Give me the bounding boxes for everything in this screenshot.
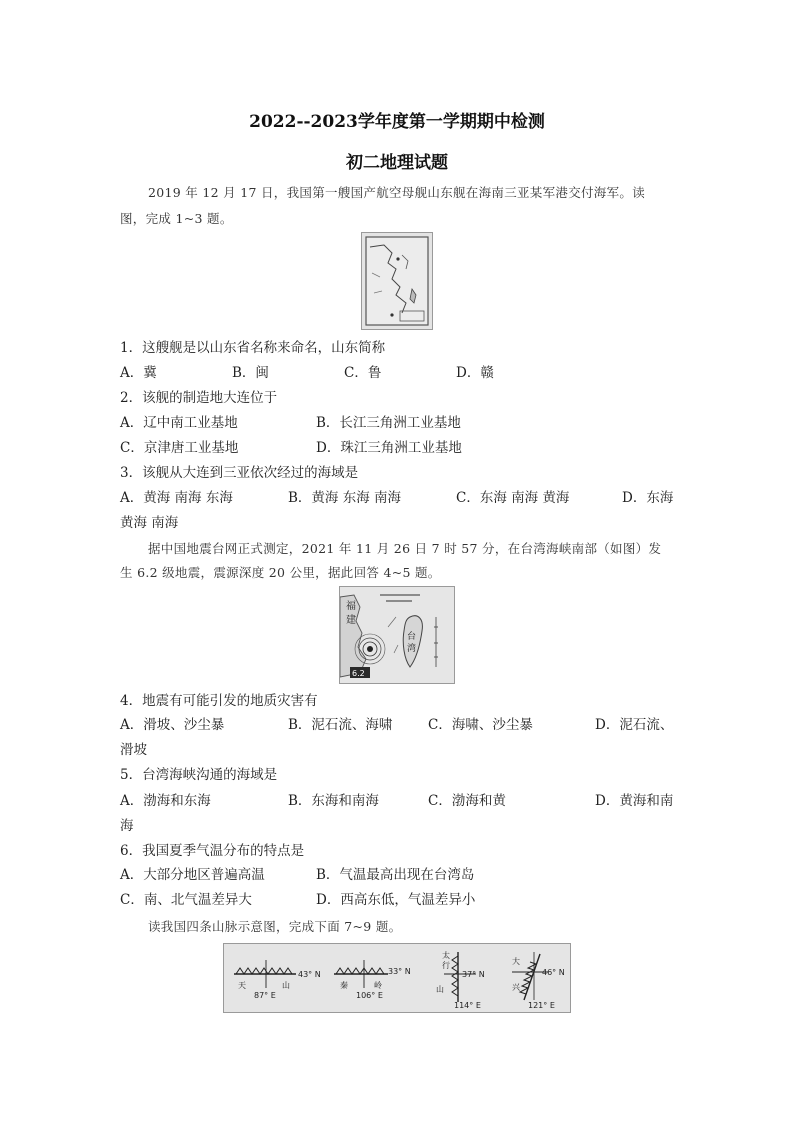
q4-option-d: D．泥石流、 bbox=[595, 717, 674, 733]
q6-stem: 6．我国夏季气温分布的特点是 bbox=[120, 843, 305, 859]
q5-option-d: D．黄海和南 bbox=[595, 793, 674, 809]
tianshan-lat: 43° N bbox=[298, 970, 321, 979]
qinling-name1: 秦 bbox=[340, 981, 348, 990]
q3-option-b: B．黄海 东海 南海 bbox=[288, 490, 402, 506]
q1-option-b: B．闽 bbox=[232, 365, 269, 381]
q4-option-b: B．泥石流、海啸 bbox=[288, 717, 393, 733]
q2-option-d: D．珠江三角洲工业基地 bbox=[316, 440, 462, 456]
intro2-line1: 据中国地震台网正式测定，2021 年 11 月 26 日 7 时 57 分，在台湾海峡南部（如图）发 bbox=[148, 541, 662, 556]
daxing-lon: 121° E bbox=[528, 1001, 555, 1010]
taihang-name1: 太 bbox=[442, 951, 450, 960]
q4-option-a: A．滑坡、沙尘暴 bbox=[120, 717, 225, 733]
taihang-name3: 山 bbox=[436, 985, 444, 994]
daxing-name1: 大 bbox=[512, 957, 520, 966]
qinling-lat: 33° N bbox=[388, 967, 411, 976]
china-coast-map bbox=[361, 232, 433, 330]
q2-stem: 2．该舰的制造地大连位于 bbox=[120, 390, 278, 406]
q6-option-c: C．南、北气温差异大 bbox=[120, 892, 252, 908]
q6-option-a: A．大部分地区普遍高温 bbox=[120, 867, 265, 883]
q1-option-d: D．赣 bbox=[456, 365, 494, 381]
q5-option-b: B．东海和南海 bbox=[288, 793, 379, 809]
exam-subtitle: 初二地理试题 bbox=[346, 153, 448, 173]
q5-option-d-wrap: 海 bbox=[120, 818, 134, 834]
tianshan-name1: 天 bbox=[238, 981, 246, 990]
taihang-name2: 行 bbox=[442, 961, 450, 970]
q3-stem: 3．该舰从大连到三亚依次经过的海域是 bbox=[120, 465, 359, 481]
q4-option-c: C．海啸、沙尘暴 bbox=[428, 717, 533, 733]
exam-title: 2022--2023学年度第一学期期中检测 bbox=[249, 112, 545, 132]
mountain-ranges-drawing bbox=[224, 944, 570, 1012]
taiwan-strait-map-drawing bbox=[340, 587, 454, 683]
epicenter-icon bbox=[367, 646, 373, 652]
q3-option-d: D．东海 bbox=[622, 490, 674, 506]
label-fu: 福 bbox=[346, 601, 356, 612]
q5-option-c: C．渤海和黄 bbox=[428, 793, 506, 809]
q1-option-c: C．鲁 bbox=[344, 365, 382, 381]
q3-option-d-wrap: 黄海 南海 bbox=[120, 515, 179, 531]
qinling-name2: 岭 bbox=[374, 981, 382, 990]
label-tai: 台 bbox=[407, 632, 417, 642]
tianshan-name2: 山 bbox=[282, 981, 290, 990]
q3-option-a: A．黄海 南海 东海 bbox=[120, 490, 233, 506]
intro2-line2: 生 6.2 级地震，震源深度 20 公里，据此回答 4~5 题。 bbox=[120, 565, 441, 580]
q2-option-b: B．长江三角洲工业基地 bbox=[316, 415, 461, 431]
q4-option-d-wrap: 滑坡 bbox=[120, 742, 147, 758]
q4-stem: 4．地震有可能引发的地质灾害有 bbox=[120, 693, 318, 709]
qinling-lon: 106° E bbox=[356, 991, 383, 1000]
taiwan-strait-map bbox=[339, 586, 455, 684]
tianshan-lon: 87° E bbox=[254, 991, 276, 1000]
intro3-line1: 读我国四条山脉示意图，完成下面 7~9 题。 bbox=[148, 919, 402, 934]
q2-option-c: C．京津唐工业基地 bbox=[120, 440, 239, 456]
intro1-line1: 2019 年 12 月 17 日，我国第一艘国产航空母舰山东舰在海南三亚某军港交付海军。读 bbox=[148, 185, 645, 200]
q1-option-a: A．冀 bbox=[120, 365, 157, 381]
magnitude-label: 6.2 bbox=[352, 669, 365, 678]
daxing-name2: 兴 bbox=[512, 983, 520, 992]
q6-option-d: D．西高东低，气温差异小 bbox=[316, 892, 476, 908]
mountain-ranges-figure bbox=[223, 943, 571, 1013]
q5-stem: 5．台湾海峡沟通的海域是 bbox=[120, 767, 278, 783]
label-jian: 建 bbox=[346, 615, 356, 626]
q3-option-c: C．东海 南海 黄海 bbox=[456, 490, 570, 506]
intro1-line2: 图，完成 1~3 题。 bbox=[120, 211, 233, 226]
label-wan: 湾 bbox=[407, 644, 417, 654]
q1-stem: 1．这艘舰是以山东省名称来命名，山东简称 bbox=[120, 340, 386, 356]
q5-option-a: A．渤海和东海 bbox=[120, 793, 211, 809]
taihang-lon: 114° E bbox=[454, 1001, 481, 1010]
taihang-lat: 37° N bbox=[462, 970, 485, 979]
daxing-lat: 46° N bbox=[542, 968, 565, 977]
q2-option-a: A．辽中南工业基地 bbox=[120, 415, 238, 431]
china-coast-map-drawing bbox=[362, 233, 432, 329]
q6-option-b: B．气温最高出现在台湾岛 bbox=[316, 867, 475, 883]
